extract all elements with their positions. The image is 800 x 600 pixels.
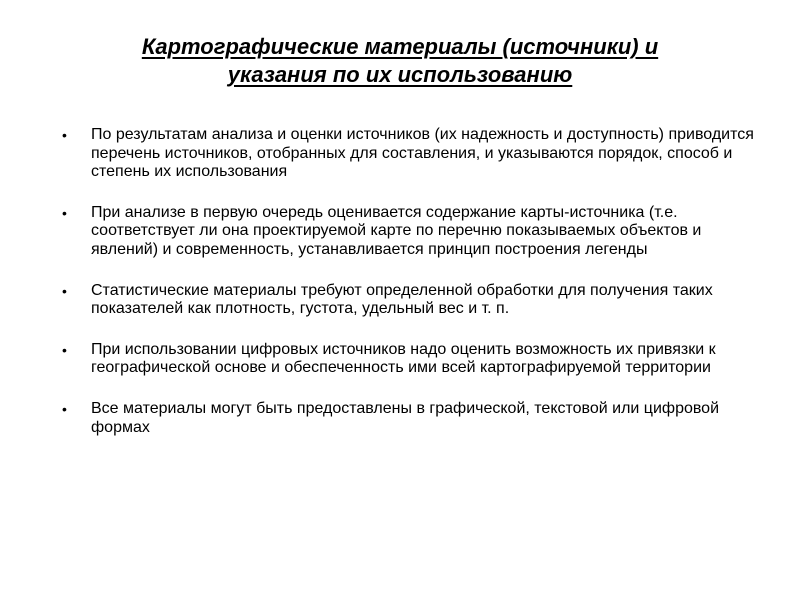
bullet-item-4 [62, 341, 762, 378]
bullet-item-5 [62, 400, 762, 437]
bullet-text-4: При использовании цифровых источников надо оценить возможность их привязки к географической основе и обеспеченность ими всей картографируемой территории [91, 340, 716, 377]
bullet-text-1: По результатам анализа и оценки источников (их надежность и доступность) приводится перечень источников, отобранных для составления, и указываются порядок, способ и степень их использования [91, 126, 754, 181]
bullet-item-3 [62, 282, 762, 319]
bullet-marker-icon: • [62, 204, 67, 221]
bullet-marker-icon: • [62, 400, 67, 417]
bullet-list [62, 126, 762, 459]
slide-title [60, 33, 740, 89]
bullet-text-5: Все материалы могут быть предоставлены в графической, текстовой или цифровой формах [91, 399, 720, 436]
bullet-marker-icon: • [62, 341, 67, 358]
slide-title-line-1: Картографические материалы (источники) и [141, 34, 659, 59]
bullet-item-2 [62, 204, 762, 260]
bullet-text-2: При анализе в первую очередь оценивается содержание карты-источника (т.е. соответствует ли она проектируемой карте по перечню показываемых объектов и явлений) и современность, устанавливается принцип построения легенды [91, 203, 702, 258]
bullet-text-3: Статистические материалы требуют определенной обработки для получения таких показателей как плотность, густота, удельный вес и т. п. [91, 281, 713, 318]
bullet-marker-icon: • [62, 282, 67, 299]
bullet-item-1 [62, 126, 762, 182]
bullet-marker-icon: • [62, 127, 67, 143]
slide-title-line-2: указания по их использованию [227, 62, 573, 87]
